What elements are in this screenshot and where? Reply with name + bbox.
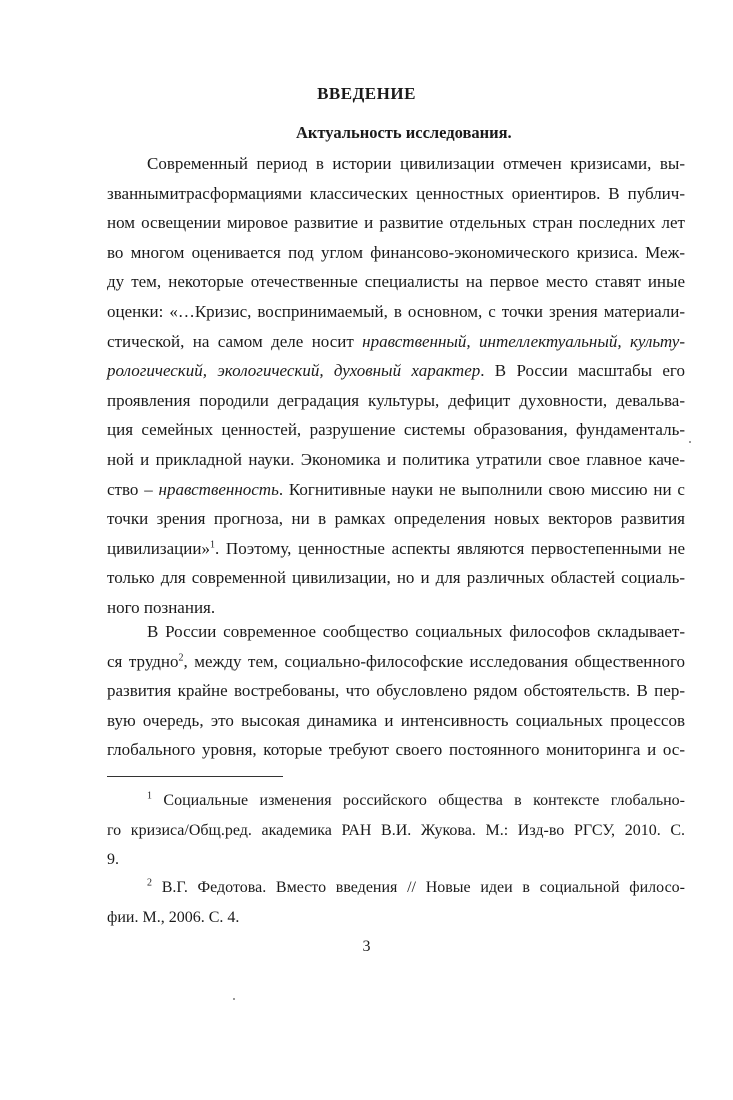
text-run: , между тем, социально-философские исследования общественного bbox=[183, 651, 685, 671]
text-line: ция семейных ценностей, разрушение системы образования, фундаменталь- bbox=[107, 420, 685, 440]
text-line: званнымитрасформациями классических ценностных ориентиров. В публич- bbox=[107, 183, 685, 203]
text-line: точки зрения прогноза, ни в рамках определения новых векторов развития bbox=[107, 509, 685, 529]
text-line: ного познания. bbox=[107, 597, 216, 617]
footnote-line: го кризиса/Общ.ред. академика РАН В.И. Жукова. М.: Изд-во РГСУ, 2010. С. bbox=[107, 821, 685, 839]
text-line: оценки: «…Кризис, воспринимаемый, в основном, с точки зрения материали- bbox=[107, 301, 685, 321]
text-line: развития крайне востребованы, что обусловлено рядом обстоятельств. В пер- bbox=[107, 681, 685, 701]
text-run: Социальные изменения российского общества в контексте глобально- bbox=[152, 792, 685, 809]
text-line: во многом оценивается под углом финансово-экономического кризиса. Меж- bbox=[107, 242, 685, 262]
scan-speck bbox=[233, 998, 235, 1000]
footnote-line: 9. bbox=[107, 851, 119, 869]
text-run: . В России масштабы его bbox=[480, 361, 685, 381]
text-run: цивилизации» bbox=[107, 538, 210, 558]
footnote-divider bbox=[107, 776, 283, 777]
footnote-reference-1[interactable]: 1 bbox=[209, 539, 215, 551]
italic-text-run: нравственный, интеллектуальный, культу- bbox=[362, 331, 685, 351]
footnote-marker: 2 bbox=[147, 877, 152, 889]
footnote-line bbox=[107, 787, 685, 817]
text-line bbox=[107, 356, 685, 386]
footnote-line: фии. М., 2006. С. 4. bbox=[107, 908, 240, 926]
section-heading: ВВЕДЕНИЕ bbox=[317, 84, 416, 103]
paragraph-1 bbox=[107, 149, 685, 623]
footnote-2 bbox=[107, 874, 685, 933]
footnote-1 bbox=[107, 787, 685, 876]
text-line bbox=[107, 327, 685, 357]
text-line: Современный период в истории цивилизации отмечен кризисами, вы- bbox=[147, 154, 685, 173]
scan-speck bbox=[689, 441, 691, 443]
text-line: глобального уровня, которые требуют своего постоянного мониторинга и ос- bbox=[107, 740, 685, 760]
text-run: . Когнитивные науки не выполнили свою миссию ни с bbox=[278, 479, 685, 499]
text-run: В.Г. Федотова. Вместо введения // Новые идеи в социальной филосо- bbox=[152, 879, 685, 896]
page-number: 3 bbox=[362, 938, 371, 955]
text-line: ном освещении мировое развитие и развитие отдельных стран последних лет bbox=[107, 213, 685, 233]
footnote-line bbox=[107, 874, 685, 904]
text-line: только для современной цивилизации, но и для различных областей социаль- bbox=[107, 568, 685, 588]
footnote-reference-2[interactable]: 2 bbox=[178, 651, 184, 663]
text-line bbox=[107, 475, 685, 505]
text-line bbox=[107, 647, 685, 677]
italic-text-run: рологический, экологический, духовный характер bbox=[107, 361, 481, 381]
text-run: ство – bbox=[107, 479, 159, 499]
text-line: вую очередь, это высокая динамика и интенсивность социальных процессов bbox=[107, 710, 685, 730]
text-line: В России современное сообщество социальных философов складывает- bbox=[147, 622, 685, 641]
footnote-marker: 1 bbox=[147, 790, 152, 802]
text-line: ду тем, некоторые отечественные специалисты на первое место ставят иные bbox=[107, 272, 685, 292]
text-line: проявления породили деградация культуры, дефицит духовности, девальва- bbox=[107, 390, 685, 410]
section-subheading: Актуальность исследования. bbox=[296, 123, 512, 142]
text-line bbox=[107, 534, 685, 564]
text-run: ся трудно bbox=[107, 651, 179, 671]
paragraph-2 bbox=[107, 617, 685, 765]
text-run: стической, на самом деле носит bbox=[107, 331, 363, 351]
text-run: . Поэтому, ценностные аспекты являются первостепенными не bbox=[214, 538, 685, 558]
text-line: ной и прикладной науки. Экономика и политика утратили свое главное каче- bbox=[107, 449, 685, 469]
italic-text-run: нравственность bbox=[158, 479, 279, 499]
